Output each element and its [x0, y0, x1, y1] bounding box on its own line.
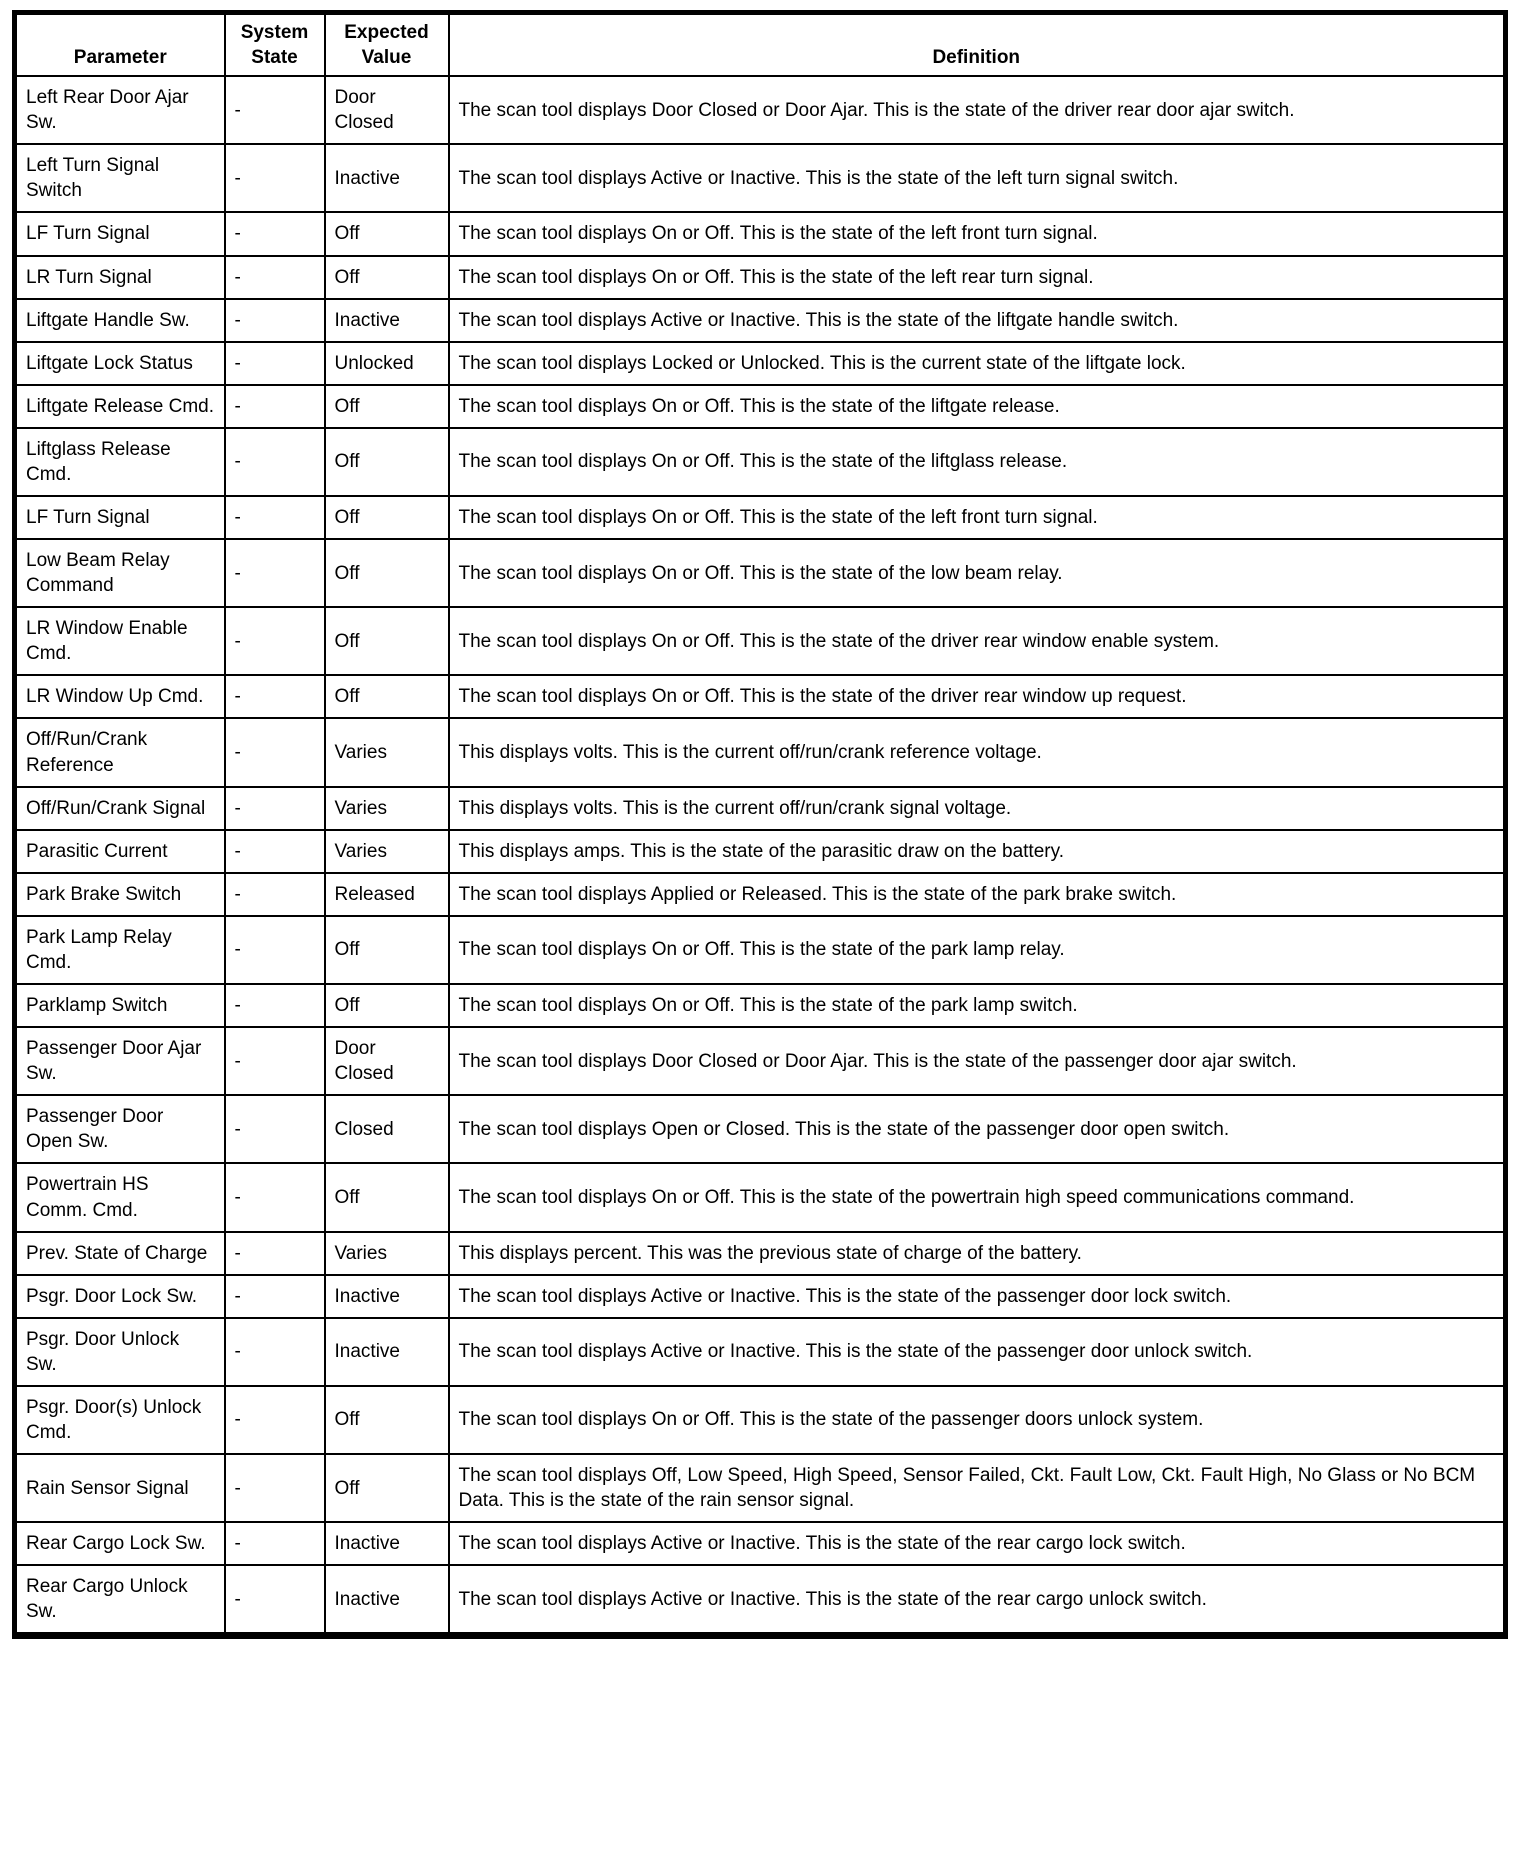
table-row [15, 873, 1506, 916]
cell-expected-value: Inactive [325, 299, 449, 342]
table-row [15, 385, 1506, 428]
cell-parameter: Passenger Door Ajar Sw. [15, 1027, 225, 1095]
header-row [15, 13, 1506, 77]
cell-expected-value: Inactive [325, 1275, 449, 1318]
table-row [15, 1565, 1506, 1636]
cell-expected-value: Off [325, 916, 449, 984]
table-row [15, 256, 1506, 299]
cell-expected-value: Varies [325, 830, 449, 873]
table-row [15, 607, 1506, 675]
cell-parameter: Left Rear Door Ajar Sw. [15, 76, 225, 144]
cell-parameter: Liftglass Release Cmd. [15, 428, 225, 496]
cell-system-state: - [225, 385, 325, 428]
cell-definition: This displays amps. This is the state of the parasitic draw on the battery. [449, 830, 1506, 873]
cell-definition: The scan tool displays On or Off. This is the state of the park lamp switch. [449, 984, 1506, 1027]
cell-parameter: LR Turn Signal [15, 256, 225, 299]
cell-parameter: Psgr. Door Lock Sw. [15, 1275, 225, 1318]
cell-expected-value: Released [325, 873, 449, 916]
cell-expected-value: Off [325, 1454, 449, 1522]
cell-parameter: Rear Cargo Lock Sw. [15, 1522, 225, 1565]
table-header [15, 13, 1506, 77]
cell-expected-value: Door Closed [325, 1027, 449, 1095]
table-row [15, 830, 1506, 873]
table-row [15, 1163, 1506, 1231]
cell-definition: The scan tool displays On or Off. This is the state of the driver rear window enable system. [449, 607, 1506, 675]
table-row [15, 539, 1506, 607]
cell-expected-value: Closed [325, 1095, 449, 1163]
cell-parameter: Rain Sensor Signal [15, 1454, 225, 1522]
cell-expected-value: Off [325, 496, 449, 539]
cell-system-state: - [225, 1275, 325, 1318]
cell-system-state: - [225, 1454, 325, 1522]
cell-expected-value: Off [325, 428, 449, 496]
cell-parameter: Rear Cargo Unlock Sw. [15, 1565, 225, 1636]
cell-parameter: Park Brake Switch [15, 873, 225, 916]
table-row [15, 299, 1506, 342]
cell-expected-value: Off [325, 256, 449, 299]
cell-parameter: Liftgate Handle Sw. [15, 299, 225, 342]
cell-parameter: Off/Run/Crank Reference [15, 718, 225, 786]
cell-parameter: LF Turn Signal [15, 212, 225, 255]
cell-system-state: - [225, 76, 325, 144]
cell-expected-value: Unlocked [325, 342, 449, 385]
cell-system-state: - [225, 984, 325, 1027]
cell-system-state: - [225, 496, 325, 539]
cell-definition: The scan tool displays On or Off. This is the state of the liftgate release. [449, 385, 1506, 428]
cell-definition: This displays percent. This was the previous state of charge of the battery. [449, 1232, 1506, 1275]
cell-parameter: Parklamp Switch [15, 984, 225, 1027]
table-row [15, 1095, 1506, 1163]
cell-definition: The scan tool displays On or Off. This is the state of the left front turn signal. [449, 212, 1506, 255]
cell-parameter: Passenger Door Open Sw. [15, 1095, 225, 1163]
table-row [15, 212, 1506, 255]
table-row [15, 1386, 1506, 1454]
cell-expected-value: Off [325, 675, 449, 718]
cell-parameter: Powertrain HS Comm. Cmd. [15, 1163, 225, 1231]
cell-definition: The scan tool displays Active or Inactive. This is the state of the rear cargo unlock switch. [449, 1565, 1506, 1636]
cell-expected-value: Off [325, 607, 449, 675]
cell-system-state: - [225, 1232, 325, 1275]
cell-parameter: Psgr. Door Unlock Sw. [15, 1318, 225, 1386]
cell-parameter: Psgr. Door(s) Unlock Cmd. [15, 1386, 225, 1454]
cell-parameter: LR Window Up Cmd. [15, 675, 225, 718]
cell-system-state: - [225, 299, 325, 342]
cell-expected-value: Inactive [325, 144, 449, 212]
cell-expected-value: Off [325, 1163, 449, 1231]
cell-system-state: - [225, 873, 325, 916]
cell-expected-value: Off [325, 1386, 449, 1454]
cell-system-state: - [225, 718, 325, 786]
cell-expected-value: Inactive [325, 1318, 449, 1386]
cell-definition: The scan tool displays Locked or Unlocked. This is the current state of the liftgate lock. [449, 342, 1506, 385]
cell-system-state: - [225, 539, 325, 607]
cell-definition: The scan tool displays Active or Inactive. This is the state of the passenger door lock switch. [449, 1275, 1506, 1318]
table-row [15, 718, 1506, 786]
cell-expected-value: Inactive [325, 1565, 449, 1636]
cell-parameter: Parasitic Current [15, 830, 225, 873]
cell-system-state: - [225, 916, 325, 984]
cell-parameter: LR Window Enable Cmd. [15, 607, 225, 675]
table-row [15, 787, 1506, 830]
cell-system-state: - [225, 212, 325, 255]
cell-system-state: - [225, 342, 325, 385]
table-row [15, 916, 1506, 984]
header-expected-value: Expected Value [325, 13, 449, 77]
table-row [15, 1275, 1506, 1318]
cell-system-state: - [225, 1027, 325, 1095]
cell-definition: The scan tool displays On or Off. This is the state of the park lamp relay. [449, 916, 1506, 984]
cell-system-state: - [225, 1318, 325, 1386]
header-parameter: Parameter [15, 13, 225, 77]
table-row [15, 1318, 1506, 1386]
cell-system-state: - [225, 1095, 325, 1163]
cell-parameter: Prev. State of Charge [15, 1232, 225, 1275]
cell-expected-value: Off [325, 385, 449, 428]
parameter-table [12, 10, 1508, 1639]
cell-parameter: Low Beam Relay Command [15, 539, 225, 607]
cell-definition: The scan tool displays Active or Inactive. This is the state of the liftgate handle switch. [449, 299, 1506, 342]
table-row [15, 1232, 1506, 1275]
cell-definition: The scan tool displays On or Off. This is the state of the passenger doors unlock system. [449, 1386, 1506, 1454]
cell-expected-value: Varies [325, 718, 449, 786]
cell-definition: This displays volts. This is the current off/run/crank reference voltage. [449, 718, 1506, 786]
cell-expected-value: Varies [325, 787, 449, 830]
cell-system-state: - [225, 787, 325, 830]
cell-definition: The scan tool displays On or Off. This is the state of the left front turn signal. [449, 496, 1506, 539]
cell-definition: The scan tool displays Door Closed or Door Ajar. This is the state of the passenger door ajar switch. [449, 1027, 1506, 1095]
cell-expected-value: Door Closed [325, 76, 449, 144]
cell-definition: The scan tool displays Open or Closed. This is the state of the passenger door open switch. [449, 1095, 1506, 1163]
cell-expected-value: Inactive [325, 1522, 449, 1565]
cell-parameter: LF Turn Signal [15, 496, 225, 539]
cell-system-state: - [225, 675, 325, 718]
cell-parameter: Park Lamp Relay Cmd. [15, 916, 225, 984]
cell-definition: The scan tool displays On or Off. This is the state of the liftglass release. [449, 428, 1506, 496]
cell-parameter: Liftgate Lock Status [15, 342, 225, 385]
table-row [15, 342, 1506, 385]
cell-definition: The scan tool displays On or Off. This is the state of the driver rear window up request. [449, 675, 1506, 718]
header-system-state: System State [225, 13, 325, 77]
cell-expected-value: Off [325, 984, 449, 1027]
cell-definition: The scan tool displays Active or Inactive. This is the state of the rear cargo lock switch. [449, 1522, 1506, 1565]
cell-definition: The scan tool displays On or Off. This is the state of the powertrain high speed communications command. [449, 1163, 1506, 1231]
cell-system-state: - [225, 144, 325, 212]
cell-system-state: - [225, 1386, 325, 1454]
cell-expected-value: Off [325, 212, 449, 255]
cell-parameter: Off/Run/Crank Signal [15, 787, 225, 830]
cell-expected-value: Varies [325, 1232, 449, 1275]
table-row [15, 1454, 1506, 1522]
table-row [15, 1027, 1506, 1095]
cell-definition: The scan tool displays On or Off. This is the state of the low beam relay. [449, 539, 1506, 607]
cell-system-state: - [225, 1522, 325, 1565]
table-row [15, 675, 1506, 718]
cell-system-state: - [225, 830, 325, 873]
table-row [15, 144, 1506, 212]
table-row [15, 984, 1506, 1027]
table-row [15, 428, 1506, 496]
cell-parameter: Liftgate Release Cmd. [15, 385, 225, 428]
cell-definition: The scan tool displays On or Off. This is the state of the left rear turn signal. [449, 256, 1506, 299]
table-row [15, 1522, 1506, 1565]
cell-system-state: - [225, 1163, 325, 1231]
cell-definition: The scan tool displays Active or Inactive. This is the state of the left turn signal switch. [449, 144, 1506, 212]
table-row [15, 76, 1506, 144]
header-definition: Definition [449, 13, 1506, 77]
cell-system-state: - [225, 428, 325, 496]
cell-definition: The scan tool displays Off, Low Speed, High Speed, Sensor Failed, Ckt. Fault Low, Ckt. Fault High, No Glass or No BCM Data. This is the state of the rain sensor signal. [449, 1454, 1506, 1522]
cell-definition: The scan tool displays Door Closed or Door Ajar. This is the state of the driver rear door ajar switch. [449, 76, 1506, 144]
table-body [15, 76, 1506, 1636]
cell-system-state: - [225, 1565, 325, 1636]
cell-parameter: Left Turn Signal Switch [15, 144, 225, 212]
cell-expected-value: Off [325, 539, 449, 607]
cell-definition: The scan tool displays Active or Inactive. This is the state of the passenger door unlock switch. [449, 1318, 1506, 1386]
table-row [15, 496, 1506, 539]
cell-system-state: - [225, 256, 325, 299]
cell-definition: This displays volts. This is the current off/run/crank signal voltage. [449, 787, 1506, 830]
cell-system-state: - [225, 607, 325, 675]
cell-definition: The scan tool displays Applied or Released. This is the state of the park brake switch. [449, 873, 1506, 916]
